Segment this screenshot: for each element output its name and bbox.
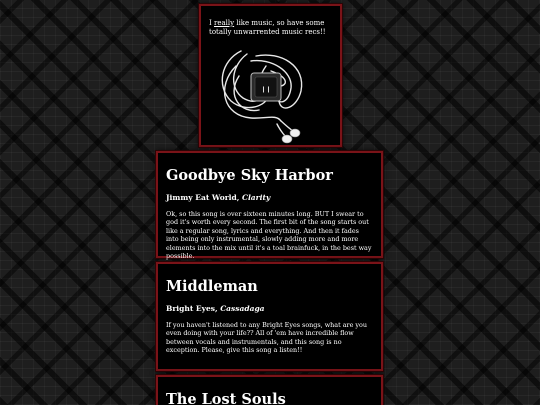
svg-text:❙❙: ❙❙: [260, 86, 272, 93]
post-card: [156, 151, 383, 261]
post-body: If you haven't listened to any Bright Eyes songs, what are you even doing with your life?? All of 'em have incredible flow between vocals and instrumentals, and this song is no exception. Please, give this song a listen!!: [166, 321, 367, 355]
emphasis-really: really: [214, 19, 235, 27]
post-title: The Lost Souls: [166, 391, 286, 405]
album-name: Cassadaga: [220, 304, 265, 313]
post-title: Middleman: [166, 278, 258, 295]
post-title: Goodbye Sky Harbor: [166, 167, 333, 184]
post-card: [156, 375, 383, 405]
ipod-earbuds-icon: [211, 46, 321, 144]
post-card: [156, 262, 383, 371]
post-subtitle: Jimmy Eat World, Clarity: [166, 193, 271, 202]
post-body: Ok, so this song is over sixteen minutes long. BUT I swear to god it's worth every second. The first bit of the song starts out like a regular song, lyrics and everything. And then it fades into being only instrumental, slowly adding more and more elements into the mix until it's a toal brainfuck, in the best way possible.: [166, 210, 372, 261]
post-subtitle: Bright Eyes, Cassadaga: [166, 304, 265, 313]
album-name: Clarity: [241, 193, 271, 202]
intro-text: I really like music, so have some totally unwarrented music recs!!: [209, 19, 326, 36]
intro-card: [199, 4, 342, 147]
